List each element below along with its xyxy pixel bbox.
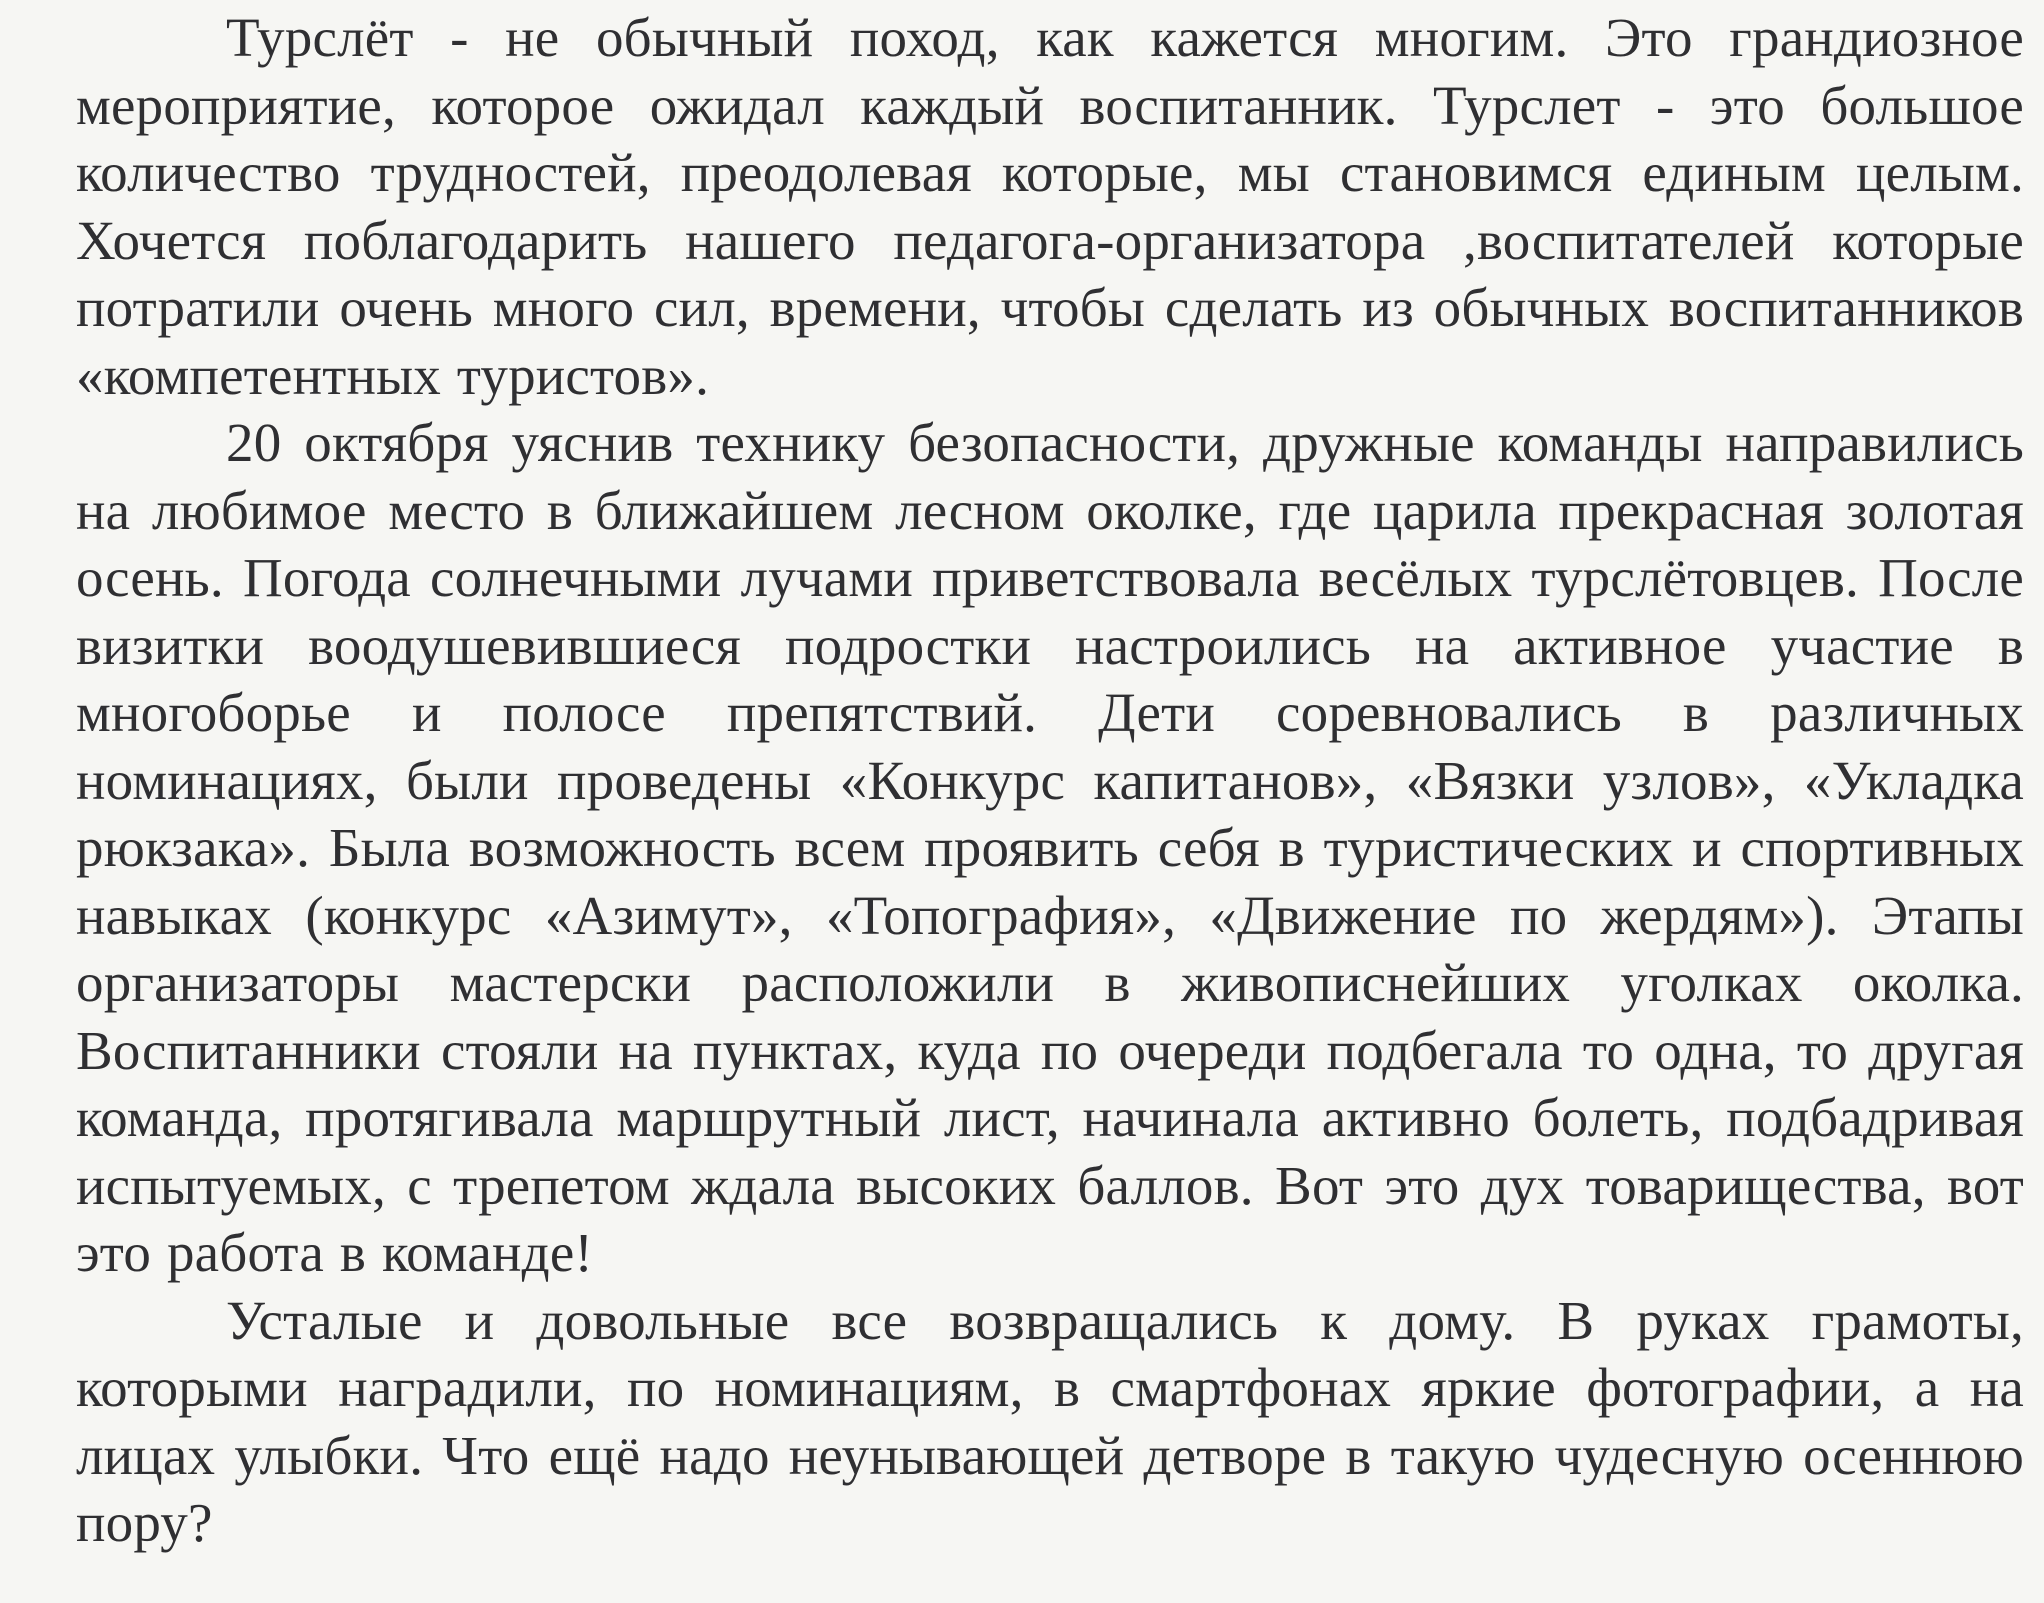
paragraph-intro-text: Турслёт - не обычный поход, как кажется многим. Это грандиозное мероприятие, которое ожидал каждый воспитанник. Турслет - это большое количество трудностей, преодолевая которые, мы становимся единым целым. Хочется поблагодарить нашего педагога-организатора ,воспитателей которые потратили очень много сил, времени, чтобы сделать из обычных воспитанников «компетентных туристов».	[76, 7, 2024, 406]
paragraph-event-description	[76, 409, 2024, 1287]
paragraph-conclusion	[76, 1287, 2024, 1557]
paragraph-conclusion-text: Усталые и довольные все возвращались к дому. В руках грамоты, которыми наградили, по номинациям, в смартфонах яркие фотографии, а на лицах улыбки. Что ещё надо неунывающей детворе в такую чудесную осеннюю пору?	[76, 1289, 2024, 1553]
paragraph-intro	[76, 4, 2024, 409]
paragraph-event-description-text: 20 октября уяснив технику безопасности, дружные команды направились на любимое место в ближайшем лесном околке, где царила прекрасная золотая осень. Погода солнечными лучами приветствовала весёлых турслётовцев. После визитки воодушевившиеся подростки настроились на активное участие в многоборье и полосе препятствий. Дети соревновались в различных номинациях, были проведены «Конкурс капитанов», «Вязки узлов», «Укладка рюкзака». Была возможность всем проявить себя в туристических и спортивных навыках (конкурс «Азимут», «Топография», «Движение по жердям»). Этапы организаторы мастерски расположили в живописнейших уголках околка. Воспитанники стояли на пунктах, куда по очереди подбегала то одна, то другая команда, протягивала маршрутный лист, начинала активно болеть, подбадривая испытуемых, с трепетом ждала высоких баллов. Вот это дух товарищества, вот это работа в команде!	[76, 412, 2024, 1283]
